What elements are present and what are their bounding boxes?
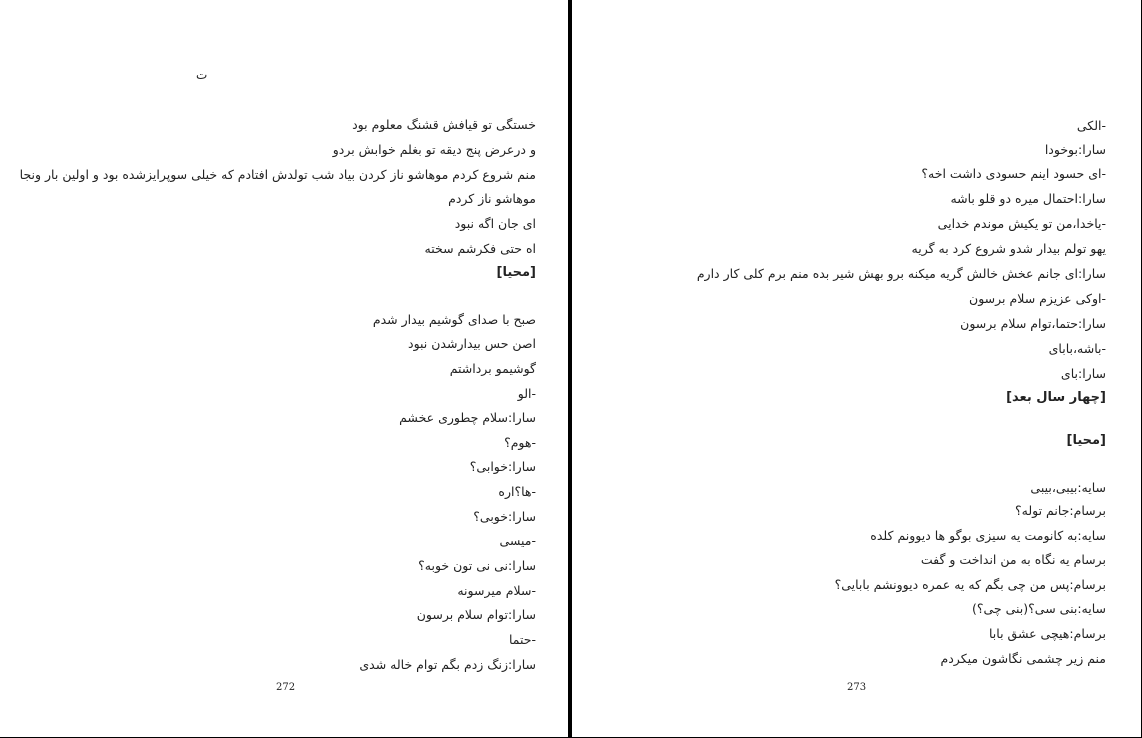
text-line: -ها؟اره xyxy=(498,484,536,499)
text-line: سارا:زنگ زدم بگم توام خاله شدی xyxy=(359,657,536,672)
text-line: سارا:خوابی؟ xyxy=(469,459,536,474)
section-heading: [محیا] xyxy=(1066,433,1106,448)
text-line: ای جان اگه نبود xyxy=(454,216,536,231)
text-line: -یاخدا،من تو یکیش موندم خدایی xyxy=(937,216,1106,231)
text-line: برسام:جانم توله؟ xyxy=(1015,503,1106,518)
text-line: سارا:سلام چطوری عخشم xyxy=(399,410,536,425)
text-line: سارا:نی نی تون خوبه؟ xyxy=(418,558,536,573)
text-line: -ای حسود اینم حسودی داشت اخه؟ xyxy=(921,166,1106,181)
text-line: سارا:احتمال میره دو قلو باشه xyxy=(950,191,1106,206)
book-page-left xyxy=(0,0,568,738)
page-number: 272 xyxy=(276,682,296,693)
text-line: یهو تولم بیدار شدو شروع کرد به گریه xyxy=(911,241,1106,256)
text-line: اه حتی فکرشم سخته xyxy=(424,241,536,256)
text-line: منم شروع کردم موهاشو ناز کردن بیاد شب تولدش افتادم که خیلی سوپرایزشده بود و اولین بار ونجا xyxy=(19,167,536,182)
section-heading: [محیا] xyxy=(496,265,536,280)
text-line: برسام یه نگاه به من انداخت و گفت xyxy=(920,552,1106,567)
text-line: -سلام میرسونه xyxy=(457,583,536,598)
text-line: -حتما xyxy=(508,632,536,647)
page-number: 273 xyxy=(847,682,867,693)
page-header-mark: ت xyxy=(196,68,208,82)
text-line: برسام:پس من چی بگم که یه عمره دیوونشم بابایی؟ xyxy=(834,577,1106,592)
text-line: سایه:بنی سی؟(بنی چی؟) xyxy=(971,601,1106,616)
text-line: صبح با صدای گوشیم بیدار شدم xyxy=(372,312,536,327)
text-line: خستگی تو قیافش قشنگ معلوم بود xyxy=(352,117,536,132)
text-line: سارا:توام سلام برسون xyxy=(416,607,536,622)
section-heading: [چهار سال بعد] xyxy=(1006,390,1106,405)
text-line: سارا:حتما،توام سلام برسون xyxy=(960,316,1106,331)
text-line: سارا:بای xyxy=(1060,366,1106,381)
text-line: -الکی xyxy=(1076,118,1106,133)
text-line: برسام:هیچی عشق بابا xyxy=(988,626,1106,641)
text-line: اصن حس بیدارشدن نبود xyxy=(408,336,536,351)
text-line: گوشیمو برداشتم xyxy=(449,361,536,376)
text-line: -باشه،بابای xyxy=(1048,341,1106,356)
text-line: -میسی xyxy=(499,533,536,548)
text-line: -الو xyxy=(517,386,536,401)
text-line: منم زیر چشمی نگاشون میکردم xyxy=(940,651,1106,666)
text-line: -اوکی عزیزم سلام برسون xyxy=(969,291,1106,306)
text-line: سارا:ای جانم عخش خالش گریه میکنه برو بهش شیر بده منم برم کلی کار دارم xyxy=(696,266,1106,281)
text-line: سارا:خوبی؟ xyxy=(473,509,536,524)
text-line: و درعرض پنج دیقه تو بغلم خوابش بردو xyxy=(332,142,536,157)
text-line: موهاشو ناز کردم xyxy=(448,191,536,206)
text-line: سایه:بیبی،بیبی xyxy=(1030,480,1106,495)
book-page-right xyxy=(572,0,1142,738)
text-line: سایه:به کانومت یه سیزی بوگو ها دیوونم کلده xyxy=(870,528,1106,543)
text-line: سارا:بوخودا xyxy=(1044,142,1106,157)
text-line: -هوم؟ xyxy=(504,435,536,450)
